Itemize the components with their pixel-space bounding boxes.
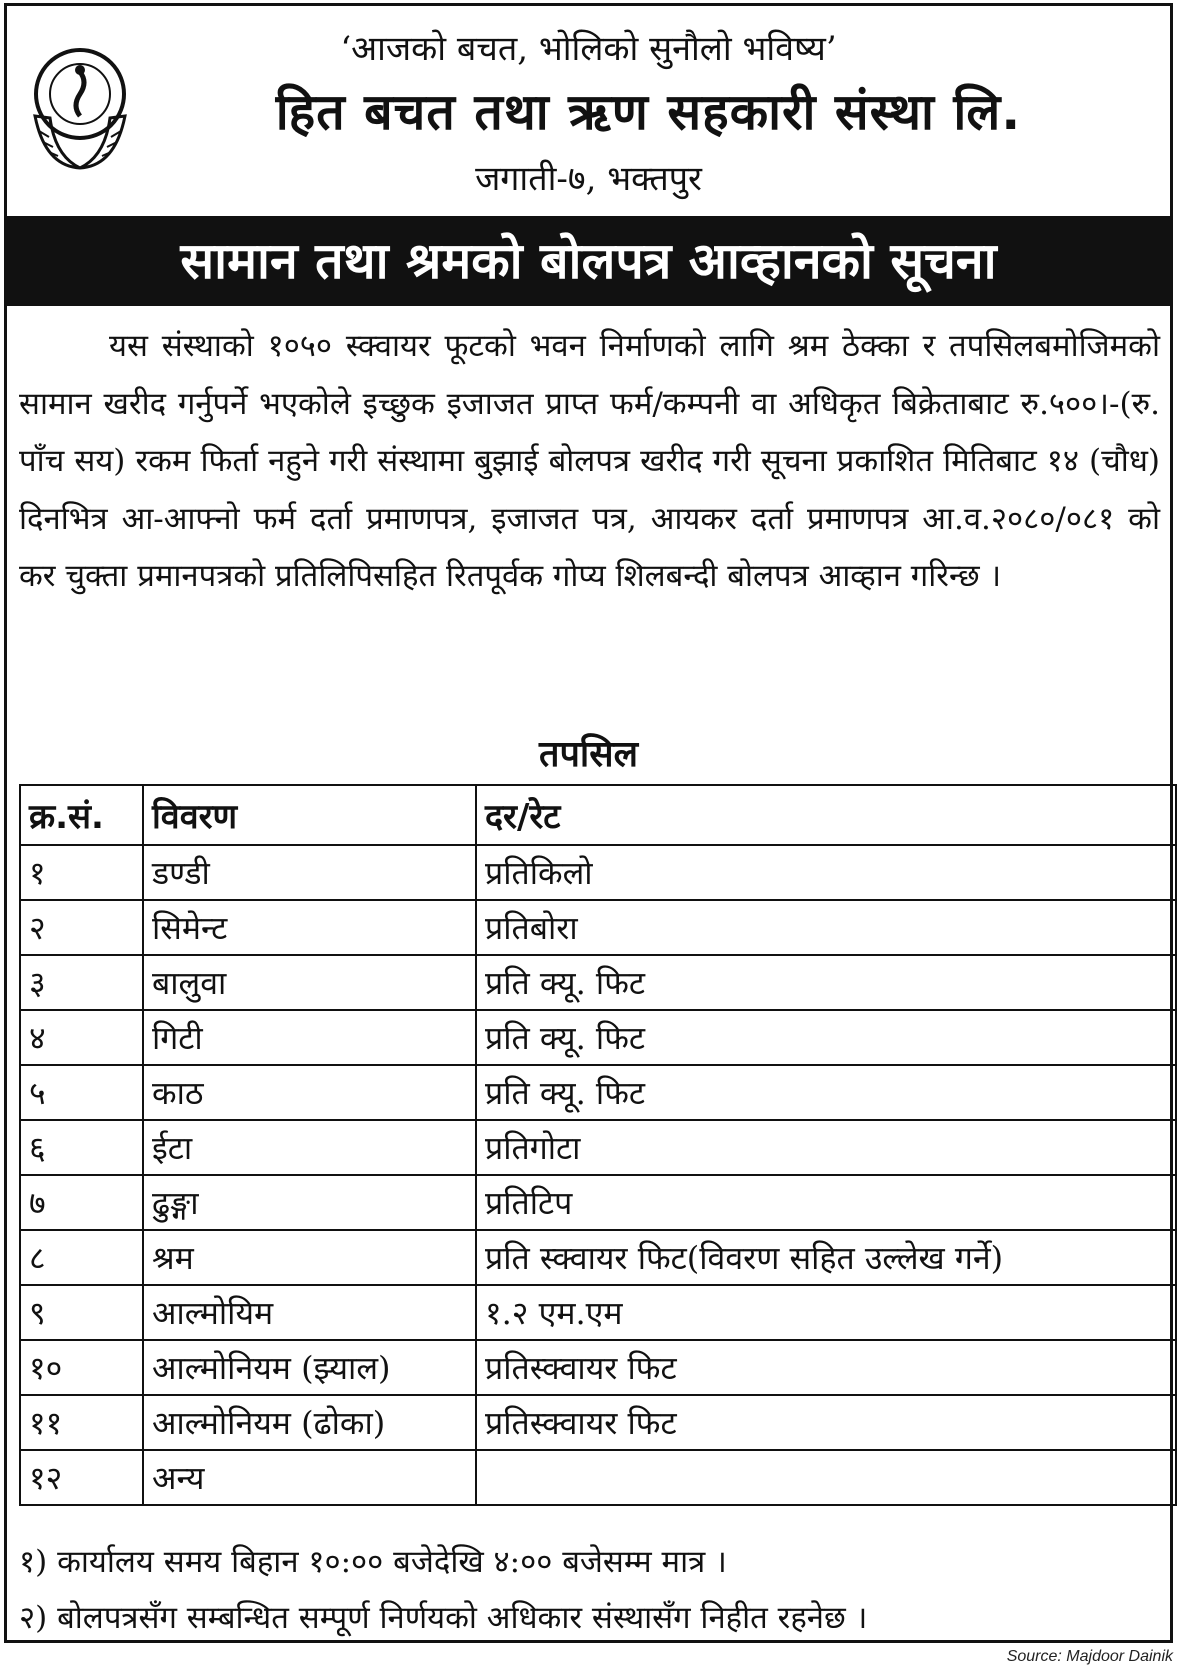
cell-rate: प्रति क्यू. फिट [476,1010,1176,1065]
cell-description: अन्य [143,1450,476,1505]
cell-serial: ७ [20,1175,143,1230]
table-row [20,1285,1176,1340]
items-table [19,784,1177,1506]
cell-rate: प्रतिटिप [476,1175,1176,1230]
cell-description: आल्मोयिम [143,1285,476,1340]
cell-serial: ९ [20,1285,143,1340]
organization-address: जगाती-७, भक्तपुर [475,159,702,199]
slogan: ‘आजको बचत, भोलिको सुनौलो भविष्य’ [340,29,837,69]
cell-rate: प्रतिकिलो [476,845,1176,900]
table-row [20,1010,1176,1065]
cell-description: ईटा [143,1120,476,1175]
table-row [20,1340,1176,1395]
cell-description: श्रम [143,1230,476,1285]
cell-serial: ६ [20,1120,143,1175]
cell-serial: ११ [20,1395,143,1450]
cell-serial: २ [20,900,143,955]
note-office-hours: १) कार्यालय समय बिहान १०:०० बजेदेखि ४:०० बजेसम्म मात्र । [19,1544,727,1580]
cell-rate: प्रतिस्क्वायर फिट [476,1340,1176,1395]
table-row [20,1120,1176,1175]
cell-rate: प्रतिबोरा [476,900,1176,955]
cell-serial: ५ [20,1065,143,1120]
table-row [20,1230,1176,1285]
cell-description: गिटी [143,1010,476,1065]
notice-header [7,6,1170,216]
notes [19,1534,1160,1646]
cell-serial: १० [20,1340,143,1395]
table-row [20,1395,1176,1450]
table-row [20,845,1176,900]
cell-description: बालुवा [143,955,476,1010]
cell-description: ढुङ्गा [143,1175,476,1230]
notice-body: यस संस्थाको १०५० स्क्वायर फूटको भवन निर्माणको लागि श्रम ठेक्का र तपसिलबमोजिमको सामान खरीद गर्नुपर्ने भएकोले इच्छुक इजाजत प्राप्त फर्म/कम्पनी वा अधिकृत बिक्रेताबाट रु.५००।-(रु. पाँच सय) रकम फिर्ता नहुने गरी संस्थामा बुझाई बोलपत्र खरीद गरी सूचना प्रकाशित मितिबाट १४ (चौध) दिनभित्र आ-आफ्नो फर्म दर्ता प्रमाणपत्र, इजाजत पत्र, आयकर दर्ता प्रमाणपत्र आ.व.२०८०/०८१ को कर चुक्ता प्रमानपत्रको प्रतिलिपिसहित रितपूर्वक गोप्य शिलबन्दी बोलपत्र आव्हान गरिन्छ । [19,328,1161,594]
cell-serial: ८ [20,1230,143,1285]
table-row [20,1175,1176,1230]
tender-notice [4,3,1173,1643]
cell-rate: प्रतिस्क्वायर फिट [476,1395,1176,1450]
cell-serial: ४ [20,1010,143,1065]
cell-description: डण्डी [143,845,476,900]
cell-description: काठ [143,1065,476,1120]
table-row [20,1065,1176,1120]
table-row [20,955,1176,1010]
note-authority: २) बोलपत्रसँग सम्बन्धित सम्पूर्ण निर्णयको अधिकार संस्थासँग निहीत रहनेछ । [19,1600,868,1636]
cell-description: आल्मोनियम (ढोका) [143,1395,476,1450]
cell-rate: प्रति क्यू. फिट [476,955,1176,1010]
header-rate: दर/रेट [476,785,1176,845]
cell-rate: प्रति स्क्वायर फिट(विवरण सहित उल्लेख गर्ने) [476,1230,1176,1285]
cell-serial: १२ [20,1450,143,1505]
cell-rate [476,1450,1176,1505]
schedule-heading: तपसिल [538,734,639,775]
table-row [20,900,1176,955]
table-row [20,1450,1176,1505]
cell-serial: ३ [20,955,143,1010]
source-credit: Source: Majdoor Dainik [1006,1648,1173,1665]
cell-rate: प्रतिगोटा [476,1120,1176,1175]
table-header-row [20,785,1176,845]
cell-rate: १.२ एम.एम [476,1285,1176,1340]
header-serial: क्र.सं. [20,785,143,845]
organization-name: हित बचत तथा ऋण सहकारी संस्था लि. [275,83,1022,141]
cell-serial: १ [20,845,143,900]
header-description: विवरण [143,785,476,845]
cell-description: सिमेन्ट [143,900,476,955]
cell-rate: प्रति क्यू. फिट [476,1065,1176,1120]
notice-title: सामान तथा श्रमको बोलपत्र आव्हानको सूचना [7,216,1170,306]
cell-description: आल्मोनियम (झ्याल) [143,1340,476,1395]
